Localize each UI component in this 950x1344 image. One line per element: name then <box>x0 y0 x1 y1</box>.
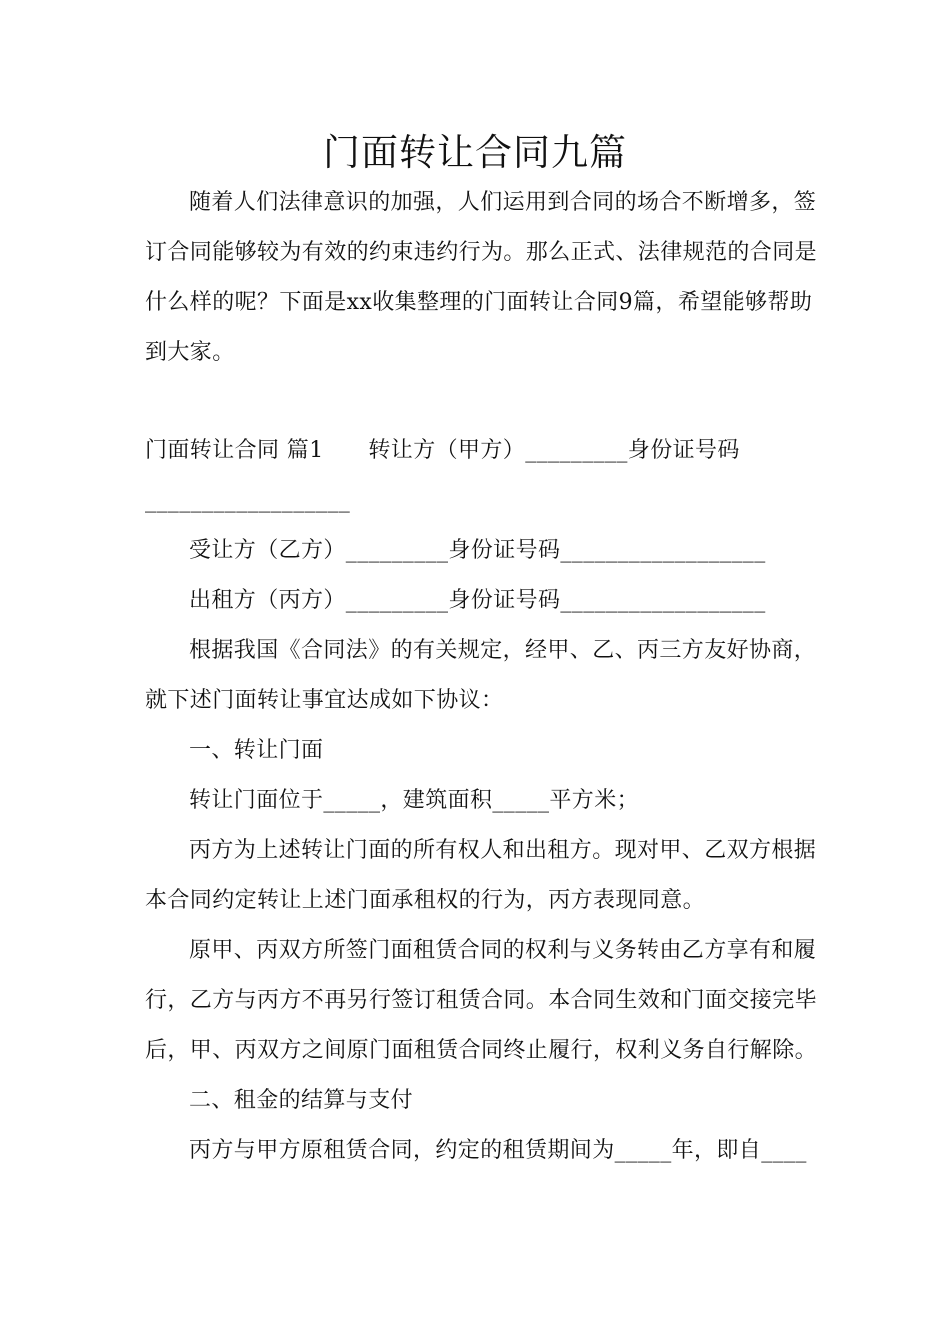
basis-paragraph: 根据我国《合同法》的有关规定，经甲、乙、丙三方友好协商，就下述门面转让事宜达成如下协议： <box>145 638 817 713</box>
paragraph-gap <box>145 378 825 426</box>
location-line: 转让门面位于_____，建筑面积_____平方米； <box>189 788 640 813</box>
heading-rent-settlement: 二、租金的结算与支付 <box>189 1088 414 1113</box>
owner-consent-paragraph: 丙方为上述转让门面的所有权人和出租方。现对甲、乙双方根据本合同约定转让上述门面承租权的行为，丙方表现同意。 <box>145 838 817 913</box>
section-header-paragraph: 门面转让合同 篇1 转让方（甲方）_________身份证号码__________________ <box>145 438 740 513</box>
document-title: 门面转让合同九篇 <box>323 131 627 174</box>
rights-transfer-paragraph: 原甲、丙双方所签门面租赁合同的权利与义务转由乙方享有和履行，乙方与丙方不再另行签订租赁合同。本合同生效和门面交接完毕后，甲、丙双方之间原门面租赁合同终止履行，权利义务自行解除。 <box>145 938 818 1063</box>
document-body <box>145 178 825 1176</box>
intro-paragraph: 随着人们法律意识的加强，人们运用到合同的场合不断增多，签订合同能够较为有效的约束违约行为。那么正式、法律规范的合同是什么样的呢？下面是xx收集整理的门面转让合同9篇，希望能够帮助到大家。 <box>145 190 818 365</box>
party-c-line: 出租方（丙方）_________身份证号码__________________ <box>189 588 766 613</box>
heading-transfer-storefront: 一、转让门面 <box>189 738 324 763</box>
rent-term-paragraph: 丙方与甲方原租赁合同，约定的租赁期间为_____年，即自____ <box>189 1138 807 1163</box>
party-b-line: 受让方（乙方）_________身份证号码__________________ <box>189 538 766 563</box>
